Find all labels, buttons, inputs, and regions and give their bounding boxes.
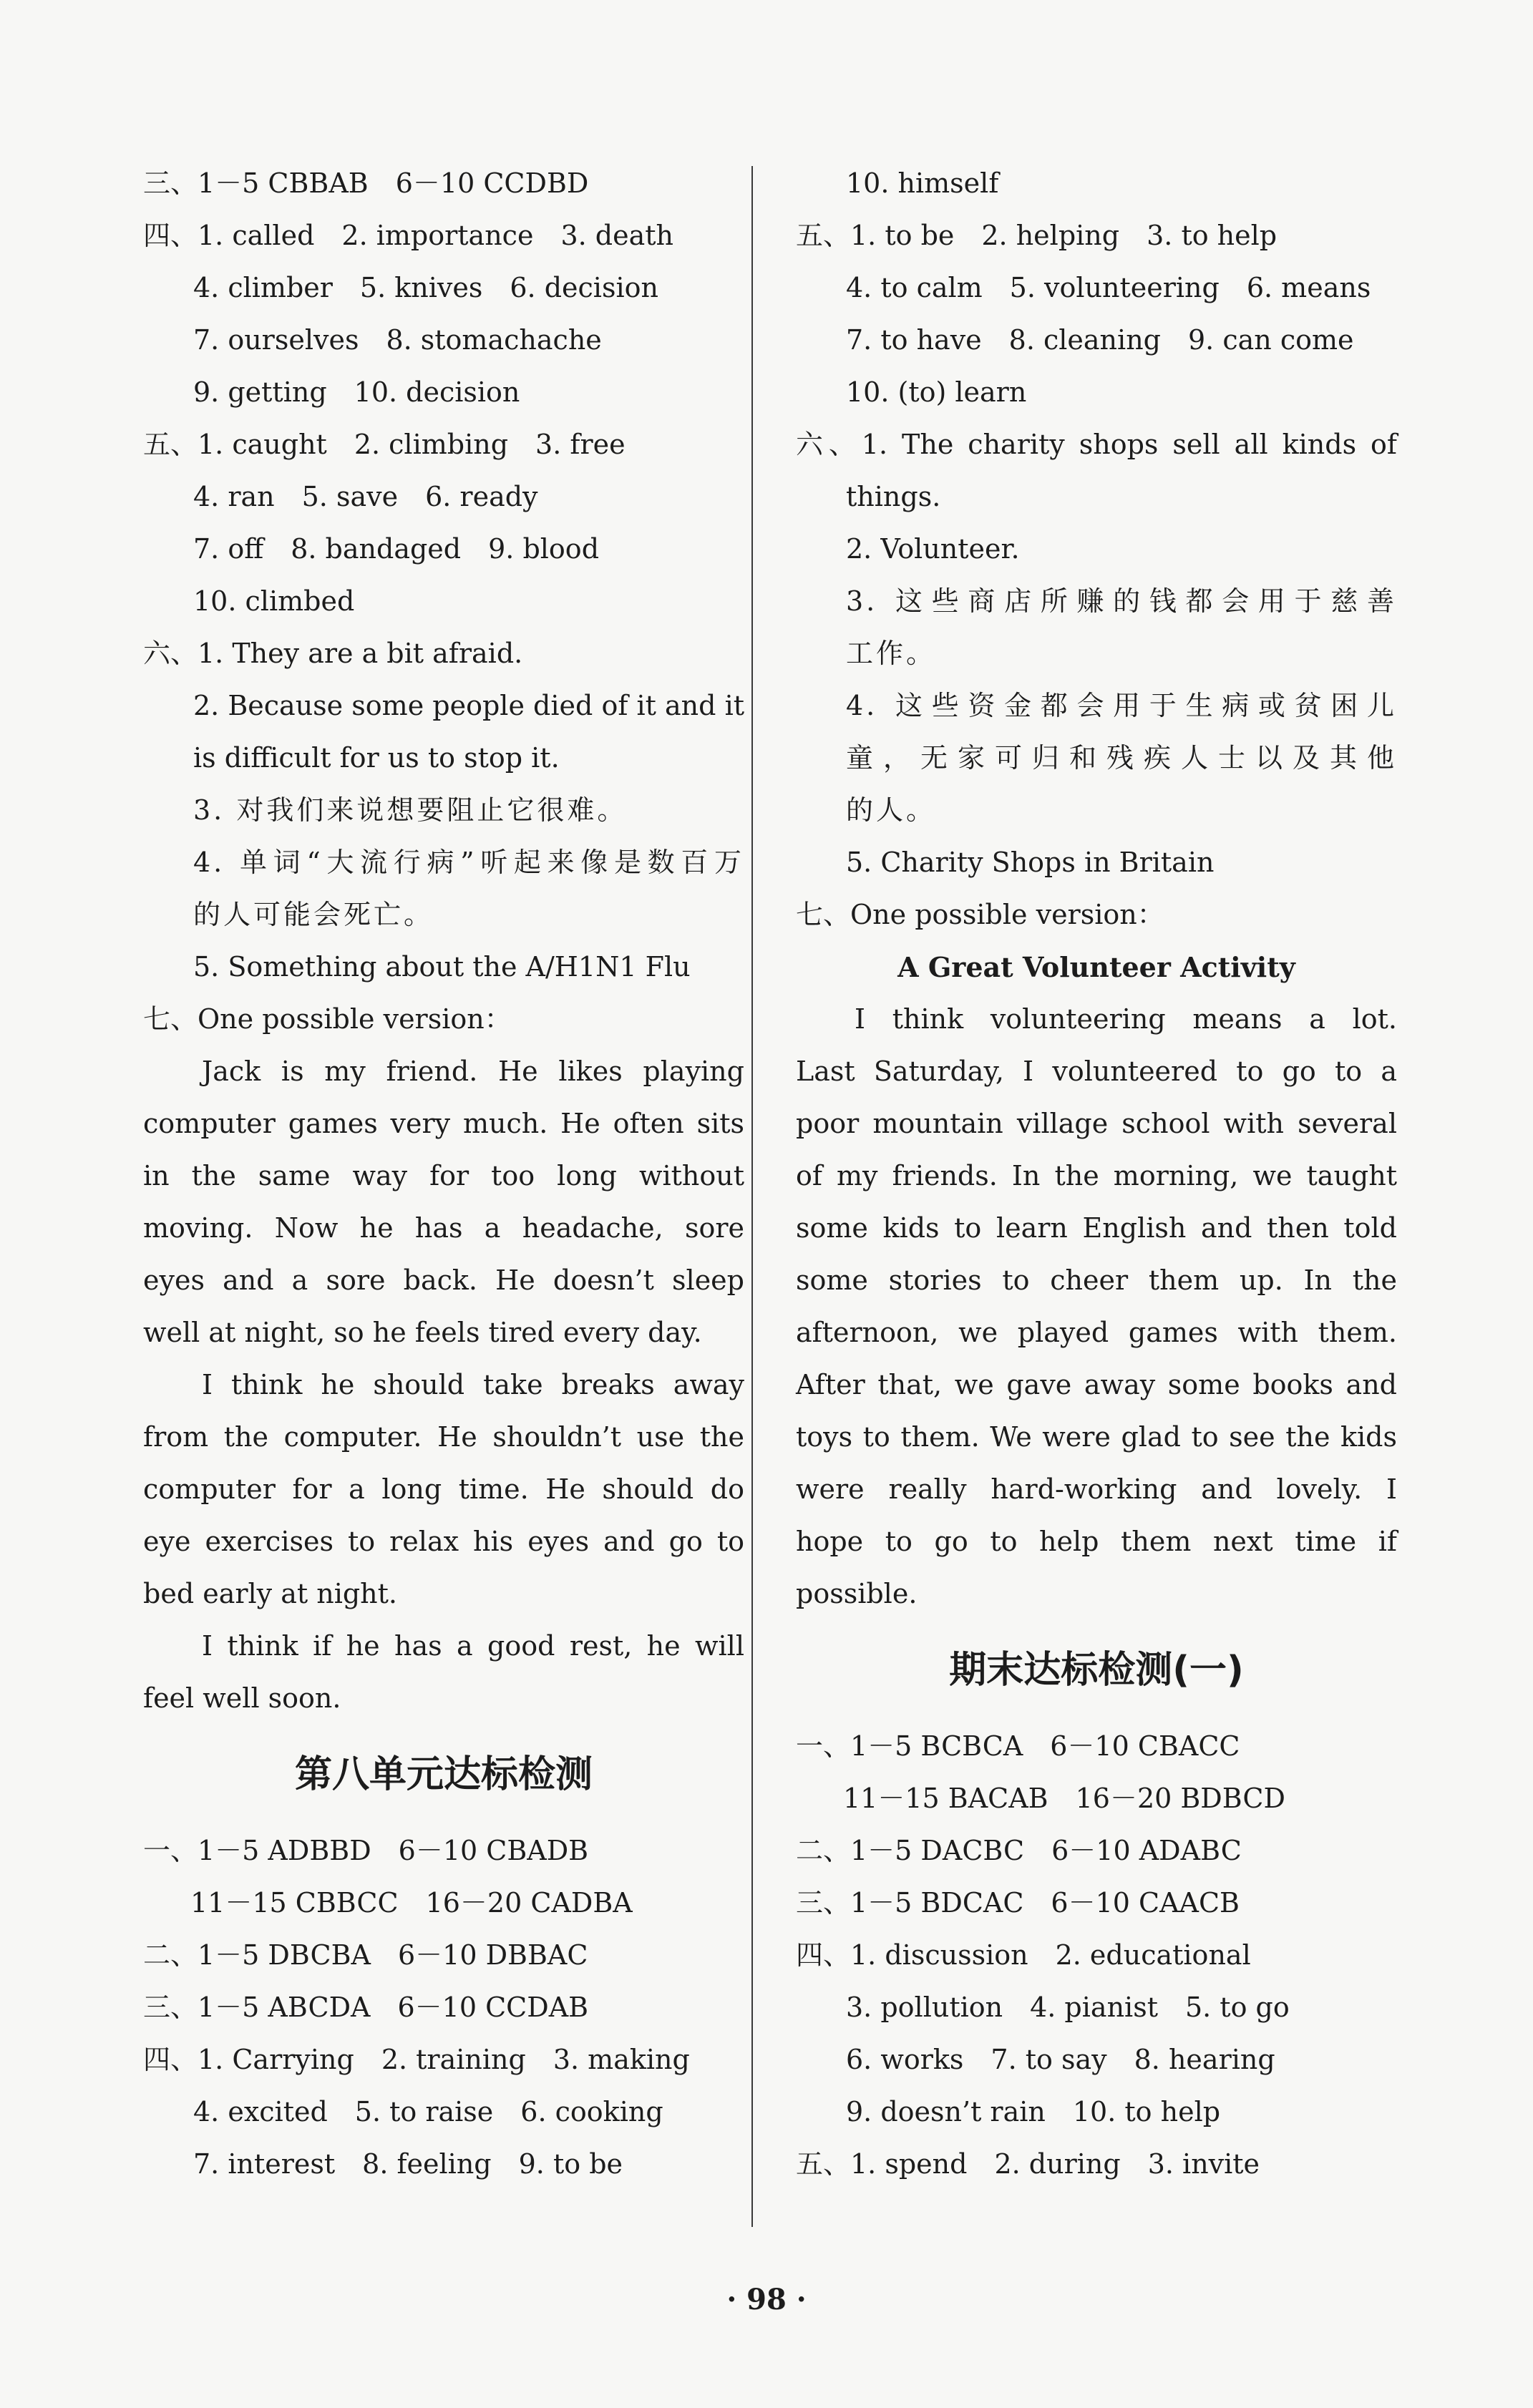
answer-line: 4. climber 5. knives 6. decision [193,272,658,303]
essay-line: from the computer. He shouldn’t use the [143,1421,744,1453]
answer-line: 的人可能会死亡。 [193,899,434,930]
right-column [796,157,1397,2190]
section-heading: 第八单元达标检测 [294,1753,593,1796]
answer-line: 7. interest 8. feeling 9. to be [193,2148,623,2180]
answer-line: 7. to have 8. cleaning 9. can come [846,324,1354,356]
answer-line: 4. excited 5. to raise 6. cooking [193,2096,663,2127]
answer-line: 六、1. They are a bit afraid. [143,638,523,669]
answer-line: 四、1. Carrying 2. training 3. making [143,2044,690,2075]
answer-line: 6. works 7. to say 8. hearing [846,2044,1275,2075]
left-column [143,157,744,2190]
essay-line: poor mountain village school with several [796,1108,1397,1139]
answer-line: 10. (to) learn [846,376,1027,408]
essay-line: toys to them. We were glad to see the kids [796,1421,1397,1453]
answer-line: 11－15 CBBCC 16－20 CADBA [190,1887,633,1919]
column-divider [751,166,753,2227]
answer-line: 4. 这些资金都会用于生病或贫困儿 [846,690,1397,721]
answer-line: 五、1. to be 2. helping 3. to help [796,220,1278,251]
section-label: 七、One possible version： [143,1003,512,1035]
answer-line: 三、1－5 ABCDA 6－10 CCDAB [143,1992,589,2023]
answer-line: 五、1. caught 2. climbing 3. free [143,429,626,460]
answer-line: 一、1－5 ADBBD 6－10 CBADB [143,1835,589,1866]
answer-line: 7. ourselves 8. stomachache [193,324,602,356]
essay-line: bed early at night. [143,1578,398,1609]
answer-line: 二、1－5 DBCBA 6－10 DBBAC [143,1939,588,1971]
answer-line: 3. pollution 4. pianist 5. to go [846,1992,1290,2023]
essay-line: well at night, so he feels tired every day. [143,1317,702,1348]
essay-line: computer games very much. He often sits [143,1108,744,1139]
essay-line: eye exercises to relax his eyes and go to [143,1526,744,1557]
answer-line: 10. climbed [193,585,355,617]
essay-title: A Great Volunteer Activity [897,951,1295,983]
answer-line: 7. off 8. bandaged 9. blood [193,533,600,565]
answer-line: 5. Charity Shops in Britain [846,847,1215,878]
essay-line: computer for a long time. He should do [143,1473,744,1505]
answer-line: 5. Something about the A/H1N1 Flu [193,951,691,983]
essay-line: afternoon, we played games with them. [796,1317,1397,1348]
answer-line: 9. getting 10. decision [193,376,520,408]
section-label: 七、One possible version： [796,899,1164,930]
essay-line: I think volunteering means a lot. [855,1003,1397,1035]
section-heading: 期末达标检测(一) [949,1649,1244,1692]
answer-line: 9. doesn’t rain 10. to help [846,2096,1221,2127]
essay-line: possible. [796,1578,918,1609]
essay-line: moving. Now he has a headache, sore [143,1212,744,1244]
essay-line: some stories to cheer them up. In the [796,1264,1397,1296]
essay-line: in the same way for too long without [143,1160,744,1191]
essay-line: Jack is my friend. He likes playing [202,1056,744,1087]
essay-line: After that, we gave away some books and [796,1369,1397,1400]
essay-line: feel well soon. [143,1682,341,1714]
answer-line: 2. Volunteer. [846,533,1020,565]
answer-line: 的人。 [846,794,937,826]
essay-line: were really hard-working and lovely. I [796,1473,1397,1505]
essay-line: eyes and a sore back. He doesn’t sleep [143,1264,744,1296]
answer-line: 10. himself [846,167,999,199]
answer-line: 四、1. discussion 2. educational [796,1939,1251,1971]
page-number: · 98 · [726,2283,807,2316]
essay-line: hope to go to help them next time if [796,1526,1397,1557]
answer-line: 3. 对我们来说想要阻止它很难。 [193,794,628,826]
answer-line: 五、1. spend 2. during 3. invite [796,2148,1260,2180]
answer-line: 工作。 [846,638,937,669]
answer-line: 2. Because some people died of it and it [193,690,744,721]
answer-line: 4. to calm 5. volunteering 6. means [846,272,1371,303]
answer-line: 一、1－5 BCBCA 6－10 CBACC [796,1730,1240,1762]
answer-line: 3. 这些商店所赚的钱都会用于慈善 [846,585,1397,617]
answer-line: 六、1. The charity shops sell all kinds of [796,429,1397,460]
essay-line: I think if he has a good rest, he will [202,1630,744,1662]
essay-line: I think he should take breaks away [202,1369,744,1400]
answer-line: 4. 单词“大流行病”听起来像是数百万 [193,847,744,878]
answer-line: is difficult for us to stop it. [193,742,560,774]
answer-line: 11－15 BACAB 16－20 BDBCD [843,1783,1285,1814]
essay-line: of my friends. In the morning, we taught [796,1160,1397,1191]
answer-line: 三、1－5 BDCAC 6－10 CAACB [796,1887,1240,1919]
answer-line: things. [846,481,941,512]
essay-line: Last Saturday, I volunteered to go to a [796,1056,1397,1087]
answer-line: 4. ran 5. save 6. ready [193,481,538,512]
answer-line: 三、1－5 CBBAB 6－10 CCDBD [143,167,589,199]
answer-line: 四、1. called 2. importance 3. death [143,220,674,251]
answer-line: 童，无家可归和残疾人士以及其他 [846,742,1397,774]
answer-line: 二、1－5 DACBC 6－10 ADABC [796,1835,1242,1866]
essay-line: some kids to learn English and then told [796,1212,1397,1244]
